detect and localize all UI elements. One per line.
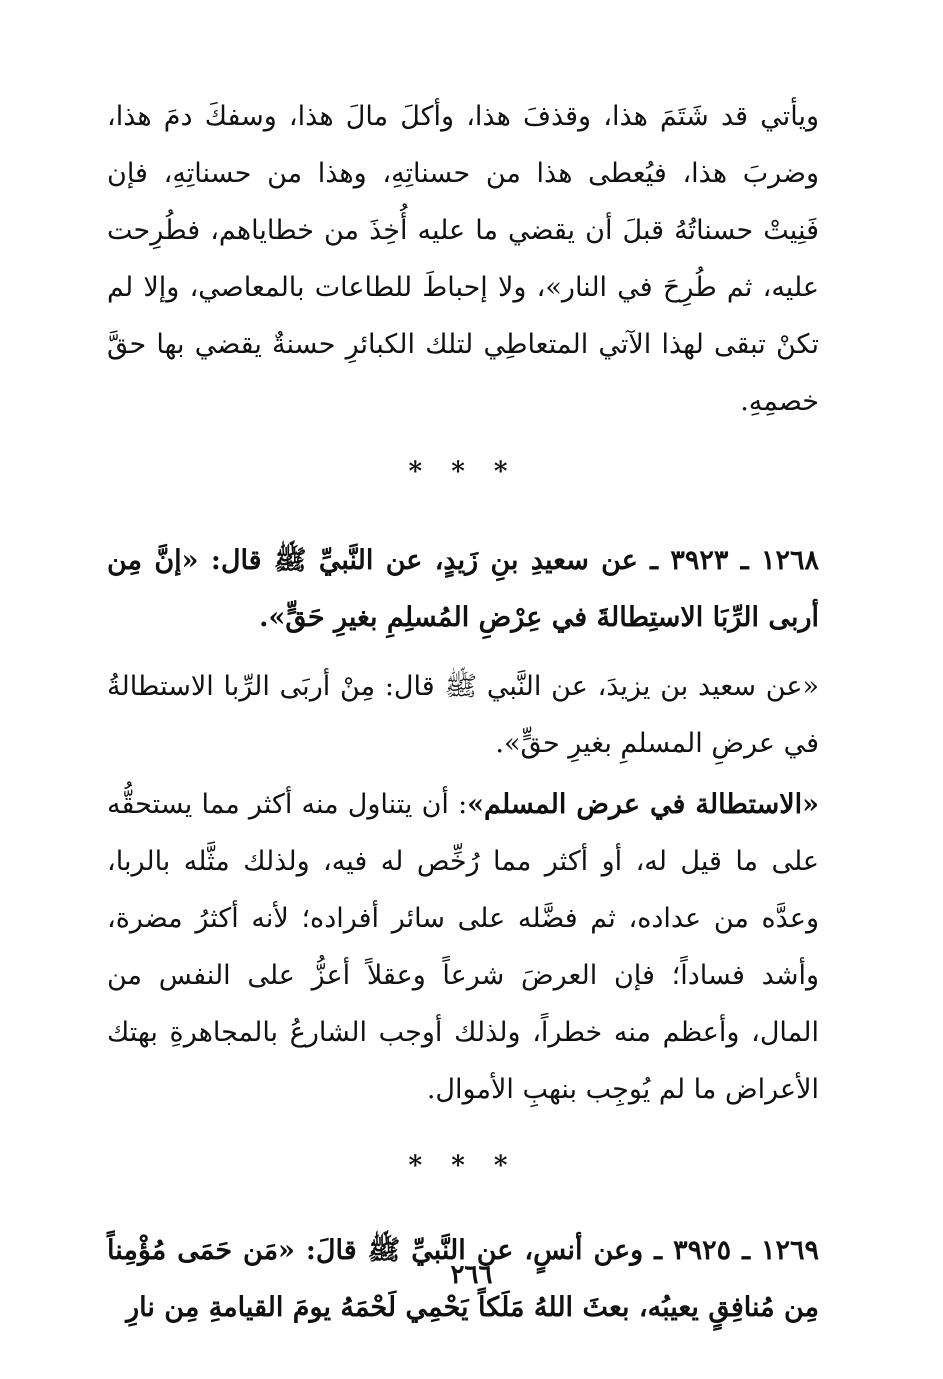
commentary-text: : أن يتناول منه أكثر مما يستحقُّه على ما قيل له، أو أكثر مما رُخِّص له فيه، ولذلك مثَّله بالربا، وعدَّه من عداده، ثم فضَّله على سائر أفراده؛ لأنه أكثرُ مضرة، وأشد فساداً؛ فإن العرضَ شرعاً وعقلاً أعزُّ على النفس من المال، وأعظم منه خطراً، ولذلك أوجب الشارعُ بالمجاهرةِ بهتك الأعراض ما لم يُوجِب بنهبِ الأموال.	[107, 789, 819, 1105]
hadith-1268: ١٢٦٨ ـ ٣٩٢٣ ـ عن سعيدِ بنِ زَيدٍ، عن النَّبيِّ ﷺ قال: «إنَّ مِن أربى الرِّبَا الاستِطالةَ في عِرْضِ المُسلِمِ بغيرِ حَقٍّ».	[107, 545, 819, 633]
hadith-1269: ١٢٦٩ ـ ٣٩٢٥ ـ وعن أنسٍ، عن النَّبيِّ ﷺ قالَ: «مَن حَمَى مُؤْمِناً مِن مُنافِقٍ يعيبُه، بعثَ اللهُ مَلَكاً يَحْمِي لَحْمَهُ يومَ القيامةِ مِن نارِ	[107, 1235, 819, 1323]
page-number: ٢٦٦	[450, 1260, 493, 1290]
section-separator-2: * * *	[408, 1151, 518, 1181]
commentary-quote: «عن سعيد بن يزيدَ، عن النَّبي ﷺ قال: مِنْ أربَى الرِّبا الاستطالةُ في عرضِ المسلمِ بغيرِ حقٍّ».	[107, 671, 819, 759]
page-body	[107, 88, 819, 1336]
paragraph-intro: ويأتي قد شَتَمَ هذا، وقذفَ هذا، وأكلَ مالَ هذا، وسفكَ دمَ هذا، وضربَ هذا، فيُعطى هذا من حسناتِهِ، وهذا من حسناتِهِ، فإن فَنِيتْ حسناتُهُ قبلَ أن يقضي ما عليه أُخِذَ من خطاياهم، فطُرِحت عليه، ثم طُرِحَ في النار»، ولا إحباطَ للطاعات بالمعاصي، وإلا لم تكنْ تبقى لهذا الآتي المتعاطِي لتلك الكبائرِ حسنةٌ يقضي بها حقَّ خصمِهِ.	[107, 101, 819, 417]
commentary-explanation	[107, 776, 819, 1118]
section-separator: * * *	[408, 457, 518, 487]
commentary-term: «الاستطالة في عرض المسلم»	[467, 789, 819, 820]
